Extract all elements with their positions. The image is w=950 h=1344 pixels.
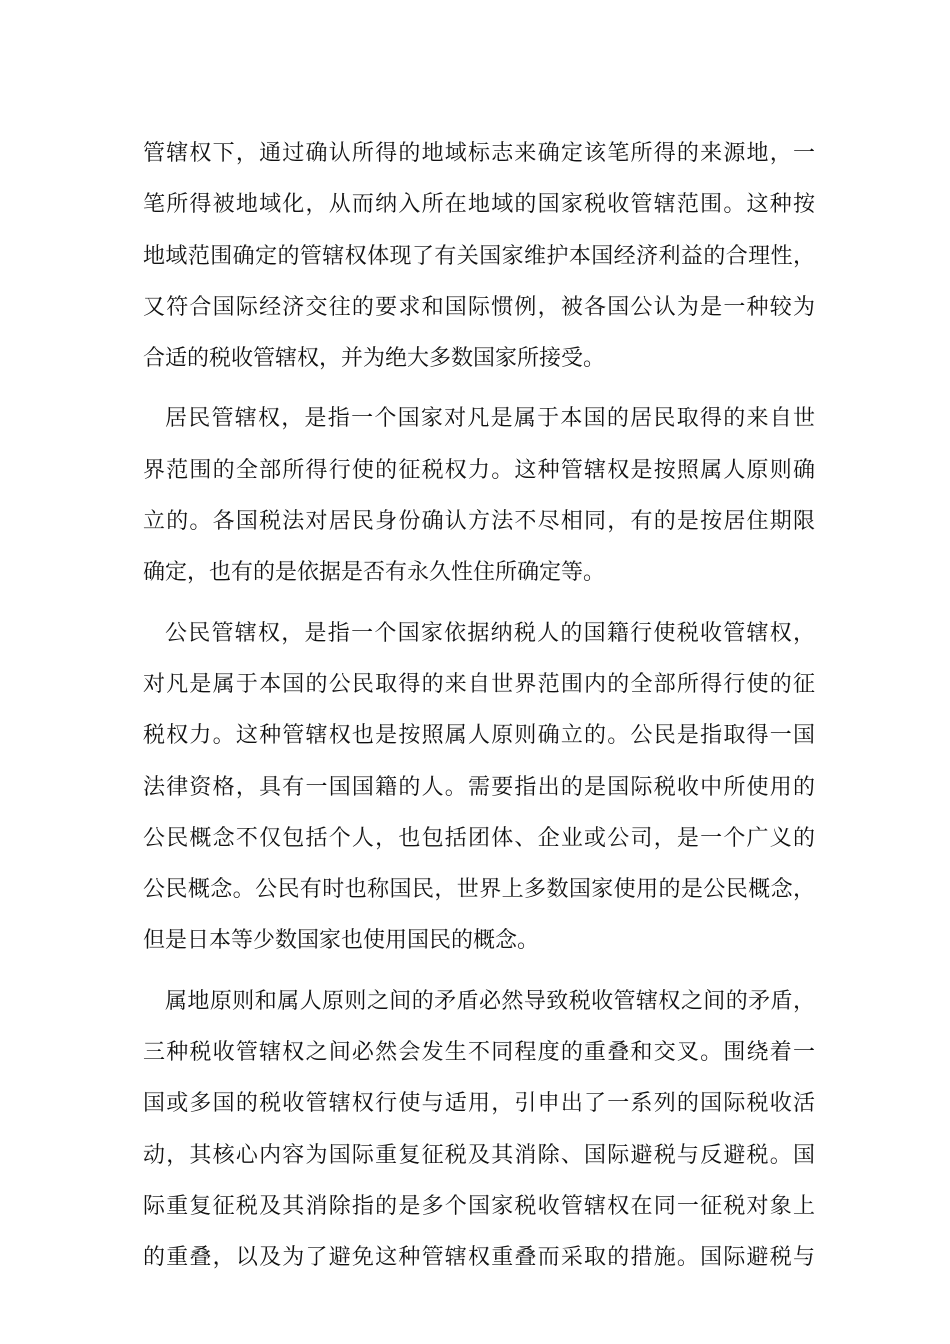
paragraph-4 [143,976,815,1284]
paragraph-2 [143,393,815,598]
paragraph-line: 际重复征税及其消除指的是多个国家税收管辖权在同一征税对象上 [143,1193,815,1219]
document-body [143,128,815,1284]
paragraph-line: 确定，也有的是依据是否有永久性住所确定等。 [143,560,606,586]
paragraph-line: 但是日本等少数国家也使用国民的概念。 [143,928,540,954]
paragraph-line: 公民概念不仅包括个人，也包括团体、企业或公司，是一个广义的 [143,825,815,851]
paragraph-line: 法律资格，具有一国国籍的人。需要指出的是国际税收中所使用的 [143,774,815,800]
paragraph-line: 笔所得被地域化，从而纳入所在地域的国家税收管辖范围。这种按 [143,192,815,218]
paragraph-line: 三种税收管辖权之间必然会发生不同程度的重叠和交叉。围绕着一 [143,1040,815,1066]
paragraph-1 [143,128,815,384]
paragraph-line: 国或多国的税收管辖权行使与适用，引申出了一系列的国际税收活 [143,1091,815,1117]
paragraph-line: 对凡是属于本国的公民取得的来自世界范围内的全部所得行使的征 [143,671,815,697]
paragraph-line: 公民概念。公民有时也称国民，世界上多数国家使用的是公民概念， [143,877,815,903]
paragraph-line: 税权力。这种管辖权也是按照属人原则确立的。公民是指取得一国 [143,723,815,749]
paragraph-line: 立的。各国税法对居民身份确认方法不尽相同，有的是按居住期限 [143,509,815,535]
paragraph-3 [143,608,815,967]
paragraph-line: 属地原则和属人原则之间的矛盾必然导致税收管辖权之间的矛盾， [165,988,815,1014]
paragraph-line: 管辖权下，通过确认所得的地域标志来确定该笔所得的来源地，一 [143,141,815,166]
paragraph-line: 合适的税收管辖权，并为绝大多数国家所接受。 [143,346,606,372]
paragraph-spacer [143,384,815,393]
paragraph-line: 居民管辖权，是指一个国家对凡是属于本国的居民取得的来自世 [165,406,815,432]
paragraph-spacer [143,967,815,976]
paragraph-line: 的重叠，以及为了避免这种管辖权重叠而采取的措施。国际避税与 [143,1245,815,1271]
paragraph-line: 又符合国际经济交往的要求和国际惯例，被各国公认为是一种较为 [143,294,815,320]
paragraph-line: 界范围的全部所得行使的征税权力。这种管辖权是按照属人原则确 [143,457,815,483]
paragraph-spacer [143,599,815,608]
paragraph-line: 公民管辖权，是指一个国家依据纳税人的国籍行使税收管辖权， [165,620,815,646]
paragraph-line: 地域范围确定的管辖权体现了有关国家维护本国经济利益的合理性， [143,243,815,269]
paragraph-line: 动，其核心内容为国际重复征税及其消除、国际避税与反避税。国 [143,1142,815,1168]
